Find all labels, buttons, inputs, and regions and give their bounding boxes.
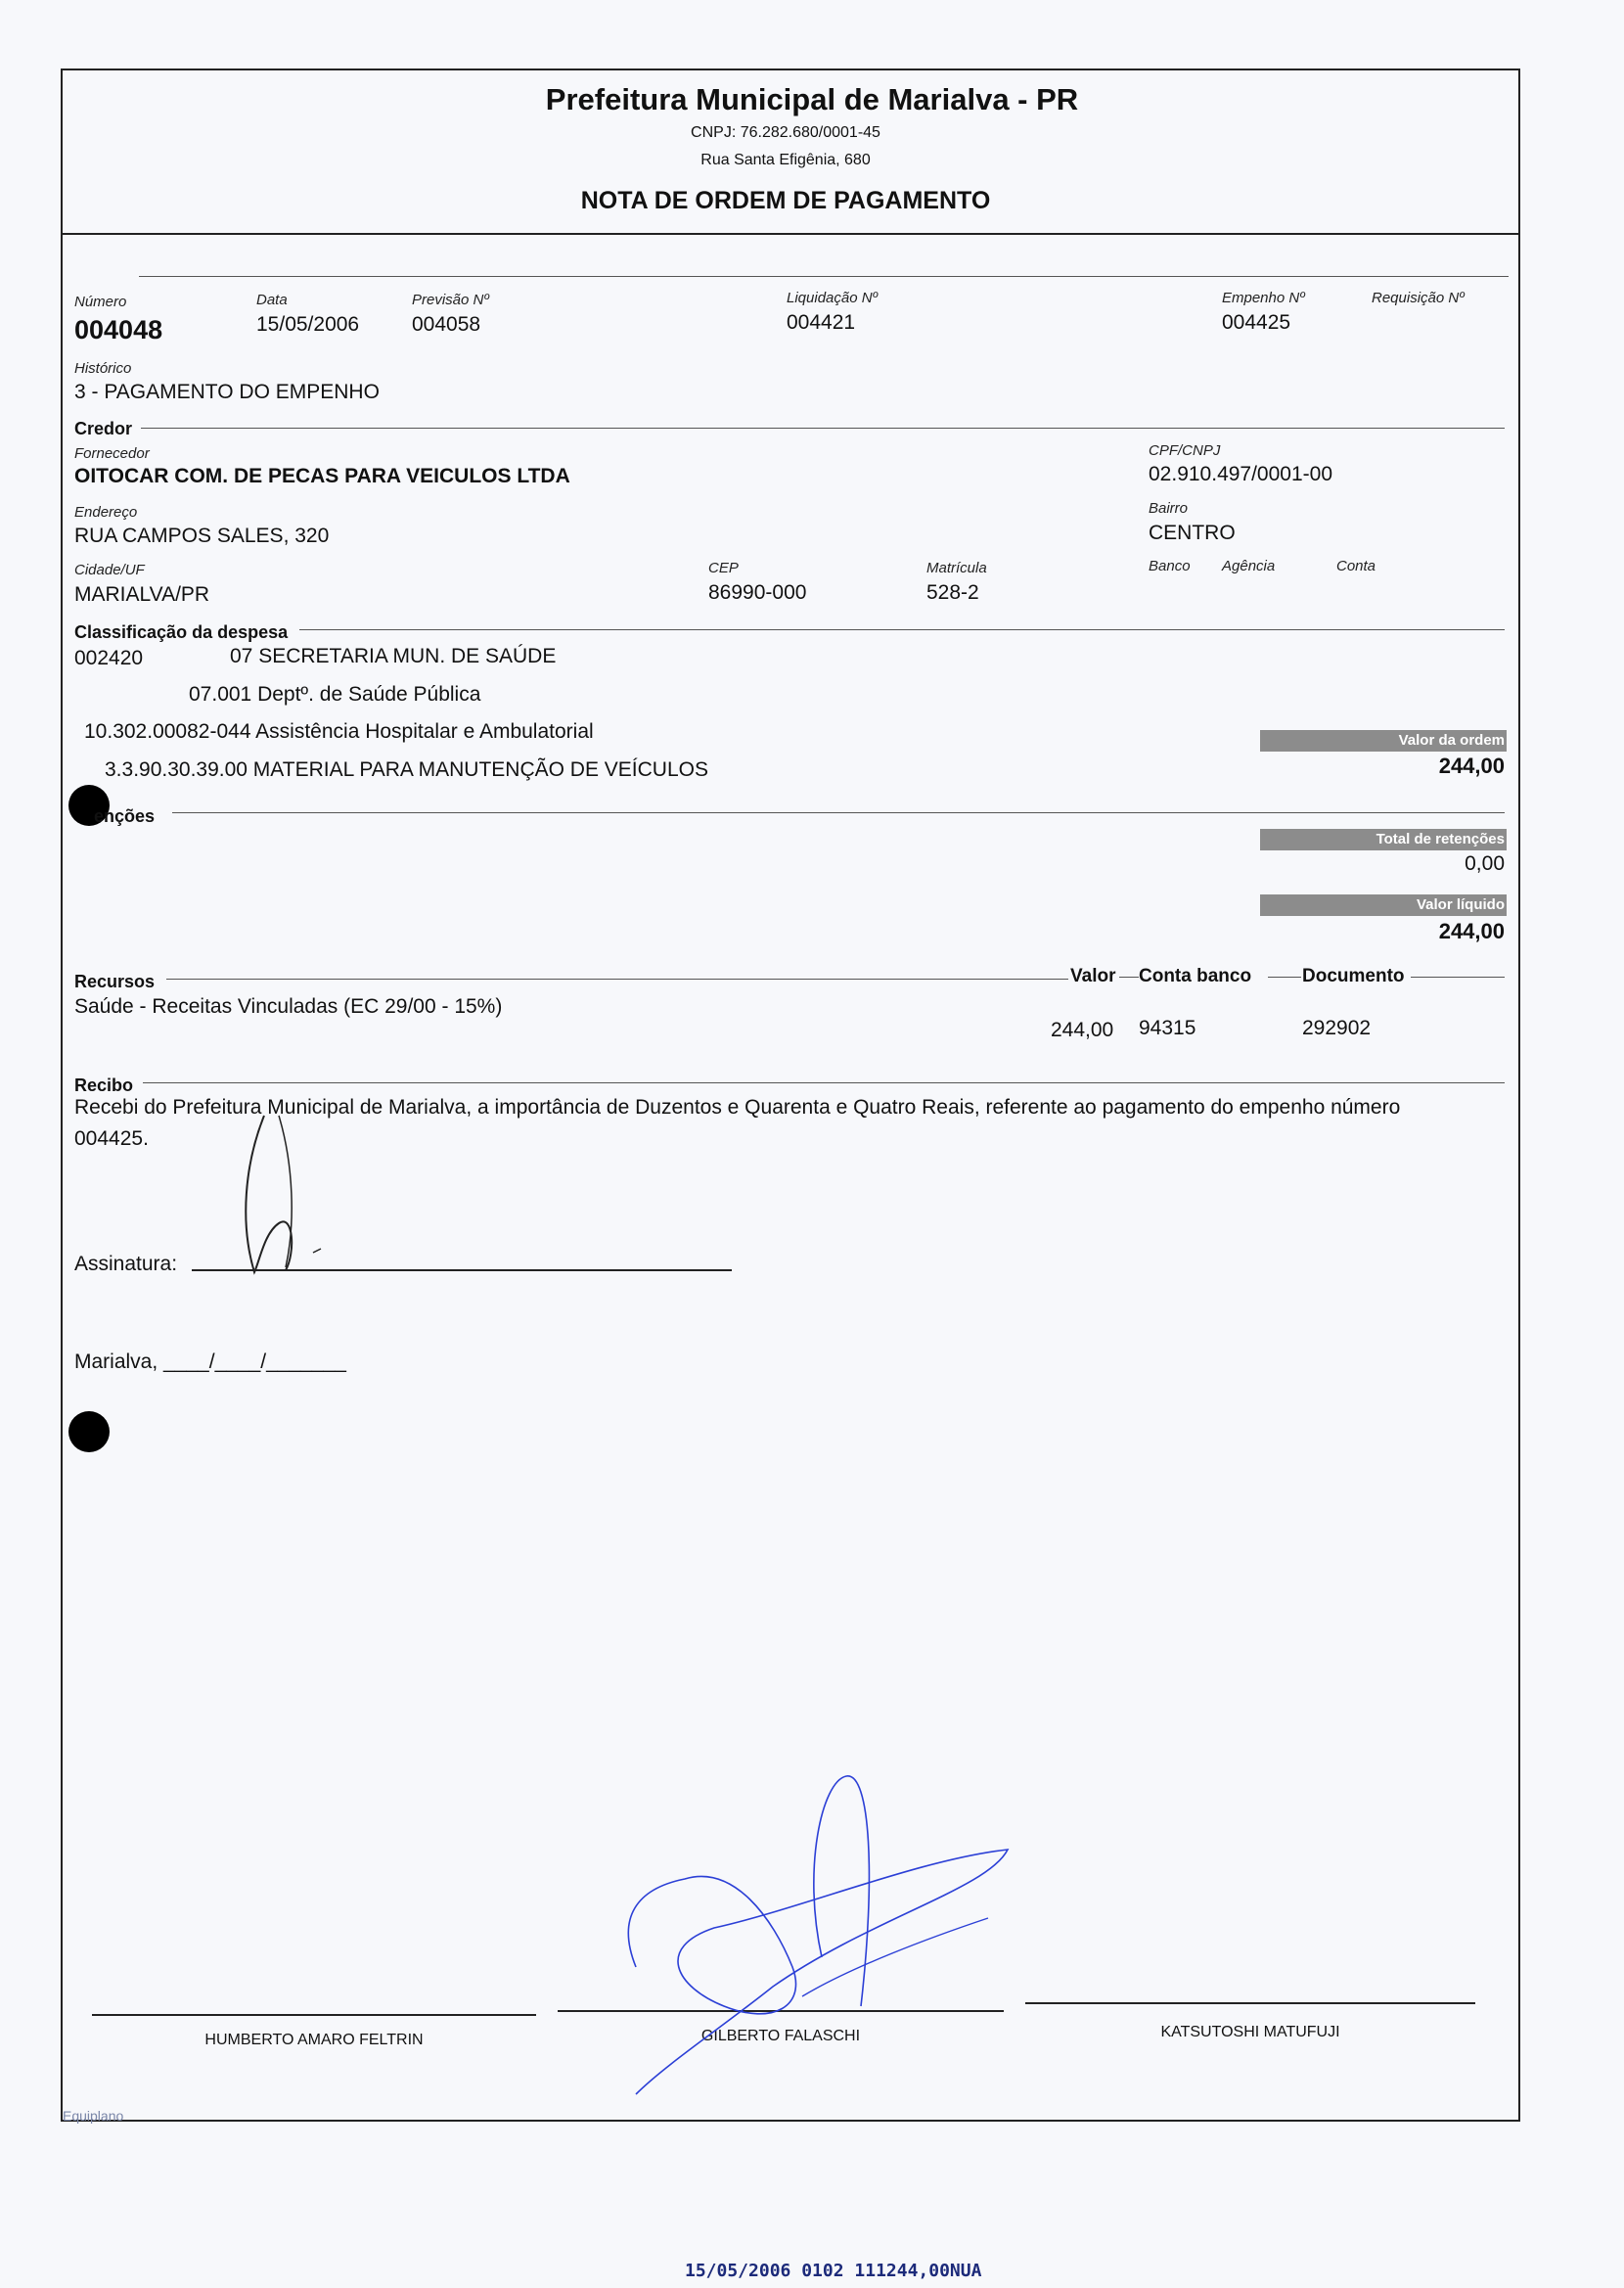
signatory-2: GILBERTO FALASCHI [700,2028,861,2044]
cidade-value: MARIALVA/PR [74,583,210,606]
document-title: NOTA DE ORDEM DE PAGAMENTO [580,187,991,214]
recibo-section: Recibo [74,1075,134,1095]
credor-section: Credor [74,419,133,438]
matricula-value: 528-2 [926,581,979,604]
classificacao-line4: 3.3.90.30.39.00 MATERIAL PARA MANUTENÇÃO DE VEÍCULOS [105,758,708,781]
fornecedor-label: Fornecedor [74,445,150,462]
cep-value: 86990-000 [708,581,807,604]
recursos-conta-label: Conta banco [1139,966,1252,986]
assinatura-label: Assinatura: [74,1253,178,1275]
bank-stamp: 15/05/2006 0102 111244,00NUA [685,2261,982,2281]
retencoes-divider [172,812,1505,813]
recursos-conta-divider [1268,977,1301,978]
classificacao-line3: 10.302.00082-044 Assistência Hospitalar e Ambulatorial [84,720,594,743]
recursos-documento-divider [1411,977,1505,978]
signatory-3: KATSUTOSHI MATUFUJI [1160,2024,1340,2040]
matricula-label: Matrícula [926,560,987,576]
punch-hole-bottom [68,1411,110,1452]
recursos-descricao: Saúde - Receitas Vinculadas (EC 29/00 - 15%) [74,995,503,1018]
valor-liquido-label: Valor líquido [1260,894,1507,916]
bairro-value: CENTRO [1149,522,1236,544]
blue-handwritten-signature [577,1771,1017,2104]
requisicao-label: Requisição Nº [1372,290,1465,306]
empenho-value: 004425 [1222,311,1291,334]
classificacao-divider [299,629,1505,630]
signature-line-1 [92,2014,536,2016]
bairro-label: Bairro [1149,500,1189,517]
credor-divider [141,428,1505,429]
signature-line-3 [1025,2002,1475,2004]
cpf-label: CPF/CNPJ [1149,442,1221,459]
recursos-documento-label: Documento [1302,966,1405,986]
software-watermark: Equiplano [63,2108,124,2124]
info-divider [139,276,1509,277]
conta-label: Conta [1336,558,1376,574]
classificacao-code: 002420 [74,647,144,669]
valor-ordem-value: 244,00 [1438,754,1505,778]
address-text: Rua Santa Efigênia, 680 [700,152,871,168]
cpf-value: 02.910.497/0001-00 [1149,463,1333,485]
recursos-valor: 244,00 [1051,1019,1114,1041]
cnpj-text: CNPJ: 76.282.680/0001-45 [691,124,880,141]
endereco-label: Endereço [74,504,138,521]
previsao-label: Previsão Nº [412,292,489,308]
signatory-1: HUMBERTO AMARO FELTRIN [204,2032,424,2048]
cidade-label: Cidade/UF [74,562,145,578]
recursos-divider [166,979,1068,980]
municipality-title: Prefeitura Municipal de Marialva - PR [545,82,1079,116]
cep-label: CEP [708,560,739,576]
recursos-valor-label: Valor [1070,966,1116,986]
endereco-value: RUA CAMPOS SALES, 320 [74,525,330,547]
recursos-valor-divider [1119,977,1139,978]
liquidacao-value: 004421 [787,311,856,334]
agencia-label: Agência [1222,558,1276,574]
liquidacao-label: Liquidação Nº [787,290,879,306]
header-divider [61,233,1520,235]
numero-label: Número [74,294,127,310]
recursos-documento: 292902 [1302,1017,1372,1039]
valor-liquido-value: 244,00 [1438,919,1505,943]
handwritten-signature-small [235,1106,352,1282]
historico-value: 3 - PAGAMENTO DO EMPENHO [74,381,380,403]
marialva-date: Marialva, ____/____/_______ [74,1350,346,1373]
empenho-label: Empenho Nº [1222,290,1305,306]
previsao-value: 004058 [412,313,481,336]
banco-label: Banco [1149,558,1191,574]
data-value: 15/05/2006 [256,313,360,336]
valor-ordem-label: Valor da ordem [1260,730,1507,752]
recursos-conta: 94315 [1139,1017,1196,1039]
data-label: Data [256,292,288,308]
classificacao-section: Classificação da despesa [74,622,289,642]
fornecedor-value: OITOCAR COM. DE PECAS PARA VEICULOS LTDA [74,465,570,487]
total-retencoes-value: 0,00 [1465,852,1505,875]
recursos-section: Recursos [74,972,156,991]
historico-label: Histórico [74,360,132,377]
classificacao-line1: 07 SECRETARIA MUN. DE SAÚDE [230,645,557,667]
retencoes-section: enções [94,806,156,826]
recibo-divider [143,1082,1505,1083]
classificacao-line2: 07.001 Deptº. de Saúde Pública [189,683,481,706]
recibo-text: Recebi do Prefeitura Municipal de Marialva, a importância de Duzentos e Quarenta e Quatro Reais, referente ao pagamento do empenho número [74,1096,1401,1119]
total-retencoes-label: Total de retenções [1260,829,1507,850]
numero-value: 004048 [74,315,163,344]
recibo-text-continued: 004425. [74,1127,149,1150]
